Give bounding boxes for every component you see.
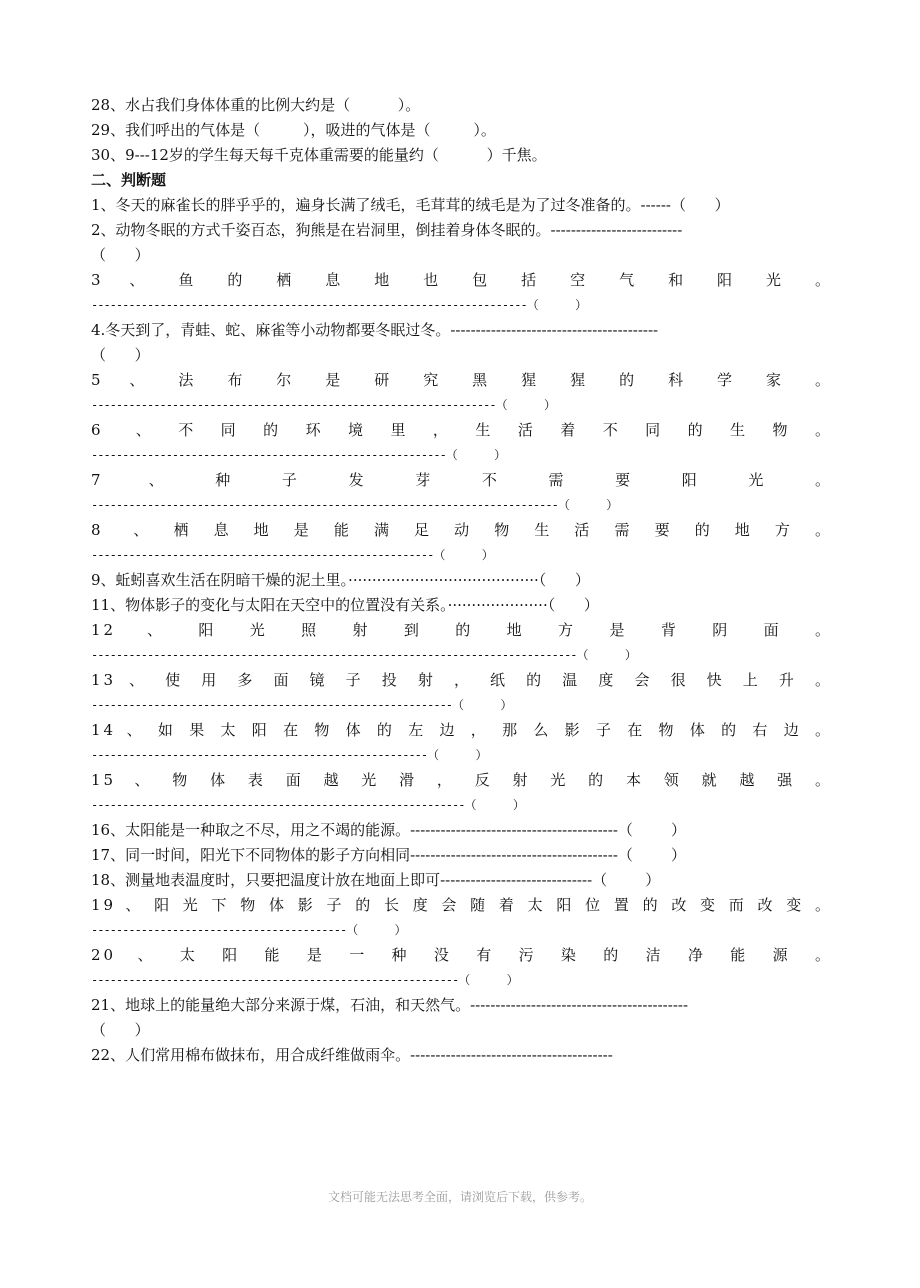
judgment-13-answer: ----------------------------------------------------------（ ） [91,698,512,712]
question-30: 30、9---12岁的学生每天每千克体重需要的能量约（ ）千焦。 [91,146,547,164]
judgment-14-answer: ------------------------------------------------------（ ） [91,748,487,762]
judgment-2-answer: （ ） [91,246,150,264]
judgment-21: 21、地球上的能量绝大部分来源于煤，石油，和天然气。------------------------------------------- [91,996,689,1014]
judgment-19-answer: -----------------------------------------（ ） [91,923,406,937]
question-28: 28、水占我们身体体重的比例大约是（ ）。 [91,96,421,114]
judgment-3: 3 、 鱼 的 栖 息 地 也 包 括 空 气 和 阳 光 。 [91,271,833,289]
judgment-20-answer: -----------------------------------------------------------（ ） [91,973,518,987]
question-29: 29、我们呼出的气体是（ ），吸进的气体是（ ）。 [91,121,496,139]
section-heading: 二、判断题 [91,171,167,189]
judgment-15: 15 、 物 体 表 面 越 光 滑 ， 反 射 光 的 本 领 就 越 强 。 [91,771,833,789]
judgment-7-answer: ---------------------------------------------------------------------------（ ） [91,498,618,512]
judgment-12-answer: ------------------------------------------------------------------------------（ ） [91,648,636,662]
judgment-8-answer: -------------------------------------------------------（ ） [91,548,493,562]
judgment-6: 6 、 不 同 的 环 境 里 ， 生 活 着 不 同 的 生 物 。 [91,421,833,439]
question-list [91,93,833,1068]
judgment-7: 7 、 种 子 发 芽 不 需 要 阳 光 。 [91,471,833,489]
page-footer: 文档可能无法思考全面，请浏览后下载，供参考。 [327,1190,592,1204]
judgment-9: 9、蚯蚓喜欢生活在阴暗干燥的泥土里。········································（ ） [91,571,590,589]
judgment-5-answer: -----------------------------------------------------------------（ ） [91,398,555,412]
judgment-4-answer: （ ） [91,346,150,364]
judgment-18: 18、测量地表温度时，只要把温度计放在地面上即可------------------------------（ ） [91,871,661,889]
judgment-1: 1、冬天的麻雀长的胖乎乎的，遍身长满了绒毛，毛茸茸的绒毛是为了过冬准备的。------（ ） [91,196,730,214]
judgment-5: 5 、 法 布 尔 是 研 究 黑 猩 猩 的 科 学 家 。 [91,371,833,389]
judgment-12: 12 、 阳 光 照 射 到 的 地 方 是 背 阴 面 。 [91,621,833,639]
judgment-11: 11、物体影子的变化与太阳在天空中的位置没有关系。·····················（ ） [91,596,599,614]
judgment-2: 2、动物冬眠的方式千姿百态，狗熊是在岩洞里，倒挂着身体冬眠的。-------------------------- [91,221,683,239]
judgment-22: 22、人们常用棉布做抹布，用合成纤维做雨伞。---------------------------------------- [91,1046,613,1064]
judgment-8: 8 、 栖 息 地 是 能 满 足 动 物 生 活 需 要 的 地 方 。 [91,521,833,539]
judgment-16: 16、太阳能是一种取之不尽，用之不竭的能源。-----------------------------------------（ ） [91,821,687,839]
judgment-17: 17、同一时间，阳光下不同物体的影子方向相同-----------------------------------------（ ） [91,846,687,864]
judgment-20: 20 、 太 阳 能 是 一 种 没 有 污 染 的 洁 净 能 源 。 [91,946,833,964]
judgment-6-answer: ---------------------------------------------------------（ ） [91,448,506,462]
judgment-21-answer: （ ） [91,1021,150,1039]
judgment-13: 13 、 使 用 多 面 镜 子 投 射 ， 纸 的 温 度 会 很 快 上 升 。 [91,671,833,689]
judgment-19: 19 、 阳 光 下 物 体 影 子 的 长 度 会 随 着 太 阳 位 置 的 改 变 而 改 变 。 [91,896,833,914]
judgment-14: 14 、 如 果 太 阳 在 物 体 的 左 边 ， 那 么 影 子 在 物 体 的 右 边 。 [91,721,833,739]
judgment-4: 4.冬天到了，青蛙、蛇、麻雀等小动物都要冬眠过冬。----------------------------------------- [91,321,659,339]
judgment-3-answer: ----------------------------------------------------------------------（ ） [91,298,587,312]
judgment-15-answer: ------------------------------------------------------------（ ） [91,798,524,812]
